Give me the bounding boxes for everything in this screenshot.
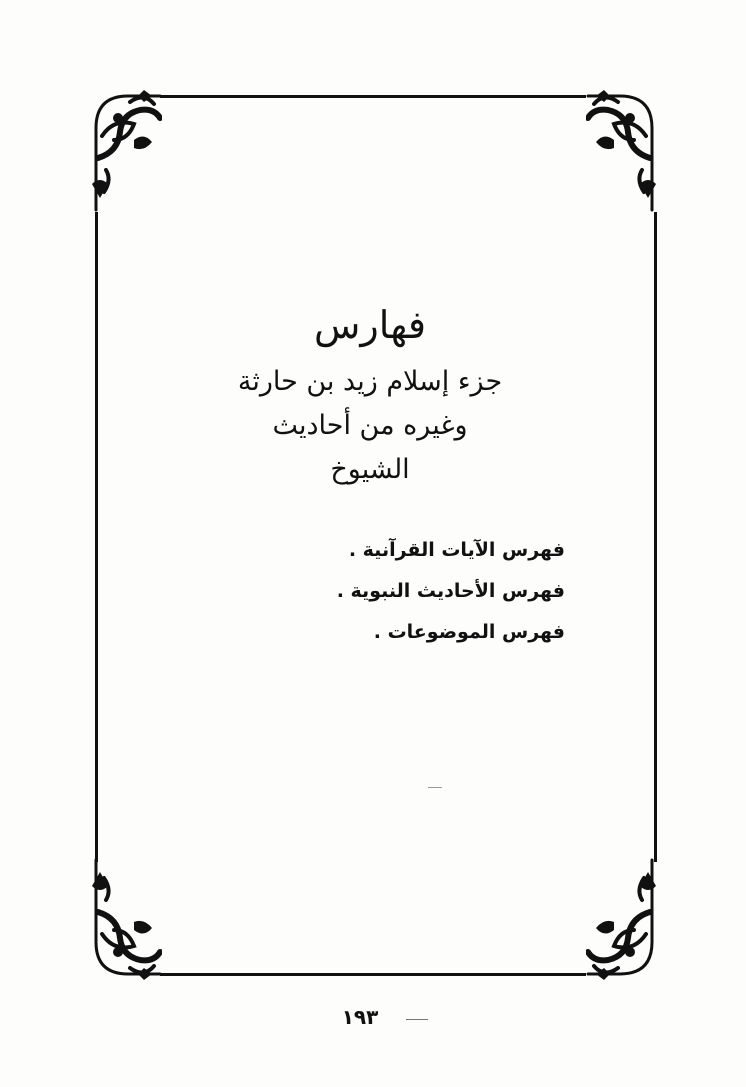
arabesque-corner-icon xyxy=(586,858,660,982)
subtitle-line-2: وغيره من أحاديث الشيوخ xyxy=(272,410,468,485)
subtitle-line-1: جزء إسلام زيد بن حارثة xyxy=(237,366,503,397)
title-block xyxy=(230,290,510,492)
page-number: ١٩٣ xyxy=(341,1005,379,1029)
page-title: فهارس xyxy=(314,303,426,347)
list-item: فهرس الموضوعات . xyxy=(373,621,565,643)
frame-top-border xyxy=(160,95,586,98)
list-item: فهرس الأحاديث النبوية . xyxy=(336,580,565,602)
list-item: فهرس الآيات القرآنية . xyxy=(348,539,565,561)
arabesque-corner-icon xyxy=(88,858,162,982)
arabesque-corner-icon xyxy=(88,88,162,212)
arabesque-corner-icon xyxy=(586,88,660,212)
frame-right-border xyxy=(654,212,657,862)
page-number-dash xyxy=(406,1019,428,1020)
frame-left-border xyxy=(95,212,98,862)
stray-mark xyxy=(428,787,442,788)
index-list xyxy=(300,530,565,653)
frame-bottom-border xyxy=(160,973,586,976)
